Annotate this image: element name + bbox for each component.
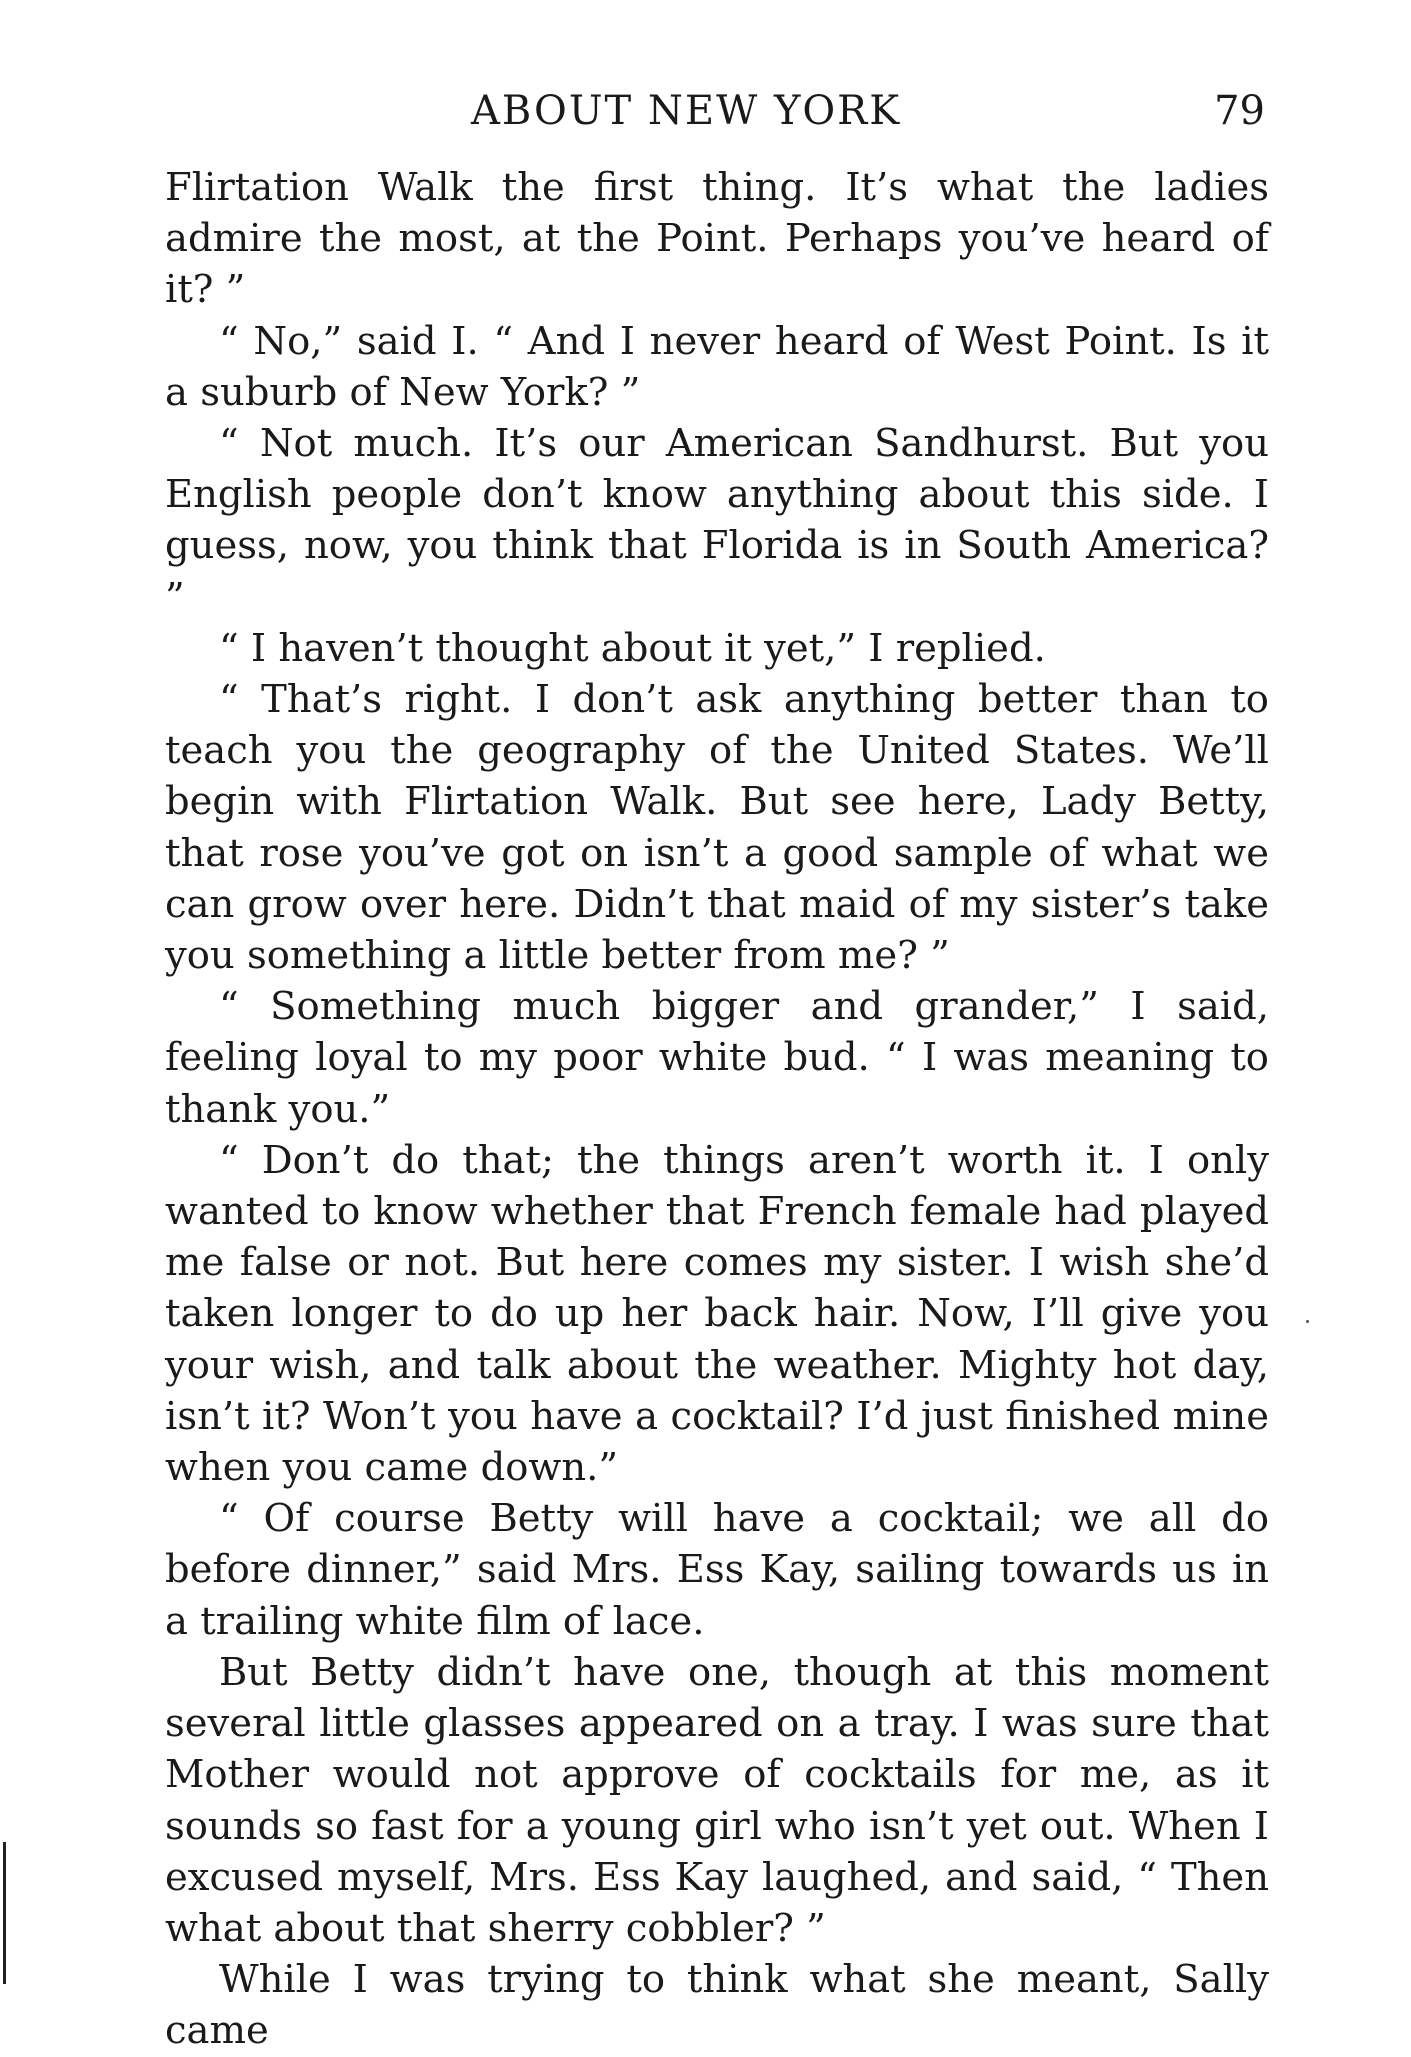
running-head: ABOUT NEW YORK [471, 88, 902, 134]
paragraph: “ That’s right. I don’t ask anything better than to teach you the geography of the United States. We’ll begin with Flirtation Walk. But see here, Lady Betty, that rose you’ve got on isn’t a good sample of what we can grow over here. Didn’t that maid of my sister’s take you something a little better from me? ” [165, 677, 1269, 979]
paragraph: “ Don’t do that; the things aren’t worth it. I only wanted to know whether that French female had played me false or not. But here comes my sister. I wish she’d taken longer to do up her back hair. Now, I’ll give you your wish, and talk about the weather. Mighty hot day, isn’t it? Won’t you have a cocktail? I’d just finished mine when you came down.” [165, 1137, 1269, 1491]
body-text [165, 162, 1269, 2057]
paragraph: “ Of course Betty will have a cocktail; we all do before dinner,” said Mrs. Ess Kay, sailing towards us in a trailing white film of lace. [165, 1496, 1269, 1644]
scan-speck [1306, 1320, 1309, 1323]
paragraph: “ Something much bigger and grander,” I said, feeling loyal to my poor white bud. “ I was meaning to thank you.” [165, 984, 1269, 1132]
paragraph: “ No,” said I. “ And I never heard of West Point. Is it a suburb of New York? ” [165, 318, 1269, 415]
paragraph: But Betty didn’t have one, though at this moment several little glasses appeared on a tray. I was sure that Mother would not approve of cocktails for me, as it sounds so fast for a young girl who isn’t yet out. When I excused myself, Mrs. Ess Kay laughed, and said, “ Then what about that sherry cobbler? ” [165, 1649, 1269, 1951]
page-number: 79 [1214, 88, 1265, 134]
paragraph: Flirtation Walk the first thing. It’s what the ladies admire the most, at the Point. Perhaps you’ve heard of it? ” [165, 165, 1269, 313]
binding-edge-line [3, 1842, 6, 1984]
paragraph-last-line: While I was trying to think what she meant, Sally came [165, 1957, 1269, 2054]
page-header [165, 88, 1265, 148]
paragraph: “ Not much. It’s our American Sandhurst. But you English people don’t know anything about this side. I guess, now, you think that Florida is in South America? ” [165, 421, 1269, 620]
paragraph: “ I haven’t thought about it yet,” I replied. [219, 625, 1046, 671]
